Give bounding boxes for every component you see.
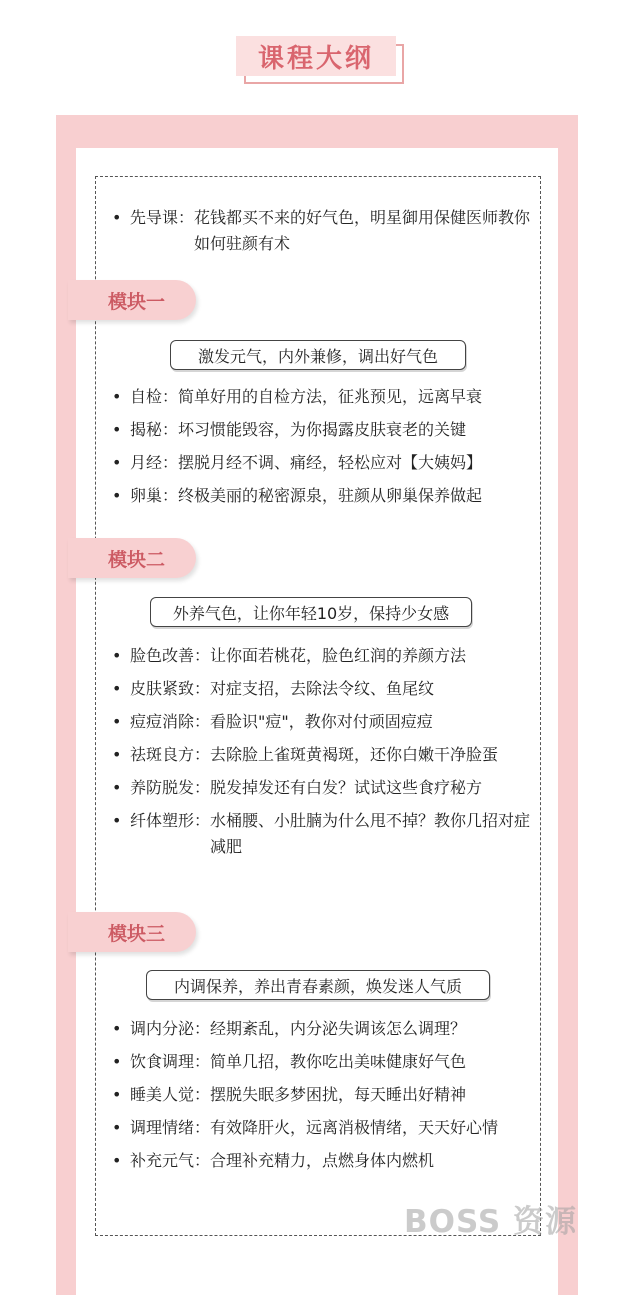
bullet-icon: • bbox=[112, 208, 122, 227]
list-item bbox=[112, 643, 532, 669]
item-text: 有效降肝火，远离消极情绪，天天好心情 bbox=[210, 1118, 499, 1137]
bullet-icon: • bbox=[112, 679, 122, 698]
item-text: 对症支招，去除法令纹、鱼尾纹 bbox=[210, 679, 435, 698]
bullet-icon: • bbox=[112, 1118, 122, 1137]
module-list-2 bbox=[112, 643, 532, 867]
list-item bbox=[112, 417, 532, 443]
item-label: 补充元气： bbox=[130, 1151, 211, 1170]
bullet-icon: • bbox=[112, 1151, 122, 1170]
item-text: 看脸识"痘"，教你对付顽固痘痘 bbox=[210, 712, 433, 731]
bullet-icon: • bbox=[112, 387, 122, 406]
list-item bbox=[112, 1049, 532, 1075]
module-subtitle-3: 内调保养，养出青春素颜，焕发迷人气质 bbox=[146, 970, 490, 1000]
module-tab-1: 模块一 bbox=[68, 280, 196, 320]
item-label: 揭秘： bbox=[130, 420, 179, 439]
item-label: 调理情绪： bbox=[130, 1118, 211, 1137]
bullet-icon: • bbox=[112, 811, 122, 830]
module-subtitle-2: 外养气色，让你年轻10岁，保持少女感 bbox=[150, 597, 472, 627]
page-title: 课程大纲 bbox=[236, 36, 396, 76]
module-list-1 bbox=[112, 384, 532, 516]
item-label: 自检： bbox=[130, 387, 179, 406]
intro-text: 花钱都买不来的好气色，明星御用保健医师教你如何驻颜有术 bbox=[194, 208, 531, 253]
item-text: 简单好用的自检方法，征兆预见，远离早衰 bbox=[178, 387, 483, 406]
list-item bbox=[112, 1016, 532, 1042]
watermark: BOSS 资源 bbox=[404, 1204, 578, 1240]
module-tab-2: 模块二 bbox=[68, 538, 196, 578]
module-tab-3: 模块三 bbox=[68, 912, 196, 952]
list-item bbox=[112, 1148, 532, 1174]
item-text: 脱发掉发还有白发？试试这些食疗秘方 bbox=[210, 778, 483, 797]
item-label: 调内分泌： bbox=[130, 1019, 211, 1038]
list-item bbox=[112, 808, 532, 860]
item-label: 养防脱发： bbox=[130, 778, 211, 797]
list-item bbox=[112, 709, 532, 735]
item-label: 祛斑良方： bbox=[130, 745, 211, 764]
list-item bbox=[112, 742, 532, 768]
list-item bbox=[112, 1082, 532, 1108]
item-text: 摆脱月经不调、痛经，轻松应对【大姨妈】 bbox=[178, 453, 483, 472]
bullet-icon: • bbox=[112, 1019, 122, 1038]
list-item bbox=[112, 775, 532, 801]
item-text: 坏习惯能毁容，为你揭露皮肤衰老的关键 bbox=[178, 420, 467, 439]
item-label: 痘痘消除： bbox=[130, 712, 211, 731]
list-item bbox=[112, 450, 532, 476]
bullet-icon: • bbox=[112, 453, 122, 472]
list-item bbox=[112, 384, 532, 410]
list-item bbox=[112, 483, 532, 509]
item-text: 合理补充精力，点燃身体内燃机 bbox=[210, 1151, 435, 1170]
item-text: 水桶腰、小肚腩为什么甩不掉？教你几招对症减肥 bbox=[210, 811, 531, 856]
intro-label: 先导课： bbox=[130, 208, 195, 227]
bullet-icon: • bbox=[112, 1085, 122, 1104]
item-label: 睡美人觉： bbox=[130, 1085, 211, 1104]
item-text: 终极美丽的秘密源泉，驻颜从卵巢保养做起 bbox=[178, 486, 483, 505]
module-subtitle-1: 激发元气，内外兼修，调出好气色 bbox=[170, 340, 466, 370]
item-text: 经期紊乱，内分泌失调该怎么调理？ bbox=[210, 1019, 467, 1038]
bullet-icon: • bbox=[112, 486, 122, 505]
list-item bbox=[112, 1115, 532, 1141]
bullet-icon: • bbox=[112, 778, 122, 797]
bullet-icon: • bbox=[112, 420, 122, 439]
item-text: 让你面若桃花，脸色红润的养颜方法 bbox=[210, 646, 467, 665]
bullet-icon: • bbox=[112, 745, 122, 764]
item-label: 卵巢： bbox=[130, 486, 179, 505]
item-label: 饮食调理： bbox=[130, 1052, 211, 1071]
item-text: 摆脱失眠多梦困扰，每天睡出好精神 bbox=[210, 1085, 467, 1104]
bullet-icon: • bbox=[112, 646, 122, 665]
bullet-icon: • bbox=[112, 1052, 122, 1071]
item-label: 月经： bbox=[130, 453, 179, 472]
item-text: 去除脸上雀斑黄褐斑，还你白嫩干净脸蛋 bbox=[210, 745, 499, 764]
item-label: 脸色改善： bbox=[130, 646, 211, 665]
bullet-icon: • bbox=[112, 712, 122, 731]
item-label: 皮肤紧致： bbox=[130, 679, 211, 698]
item-label: 纤体塑形： bbox=[130, 811, 211, 830]
list-item bbox=[112, 676, 532, 702]
title-badge bbox=[236, 36, 404, 82]
intro-item bbox=[112, 205, 532, 257]
module-list-3 bbox=[112, 1016, 532, 1181]
item-text: 简单几招，教你吃出美味健康好气色 bbox=[210, 1052, 467, 1071]
